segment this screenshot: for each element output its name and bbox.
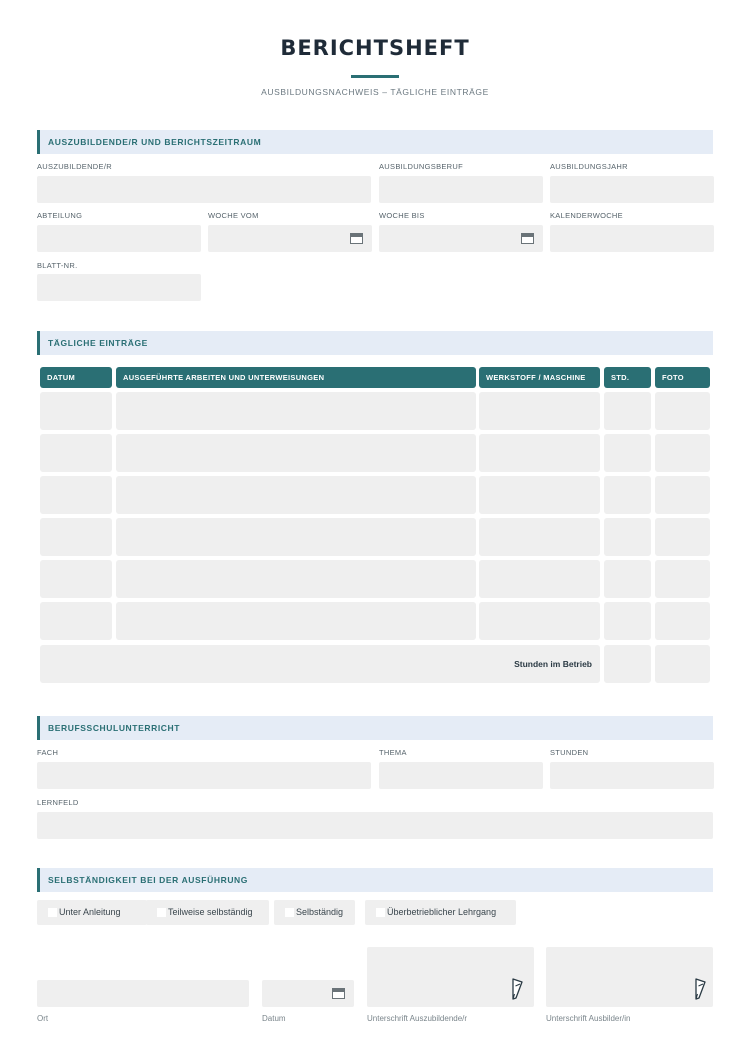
woche-vom-date-field[interactable]	[208, 225, 372, 252]
section-title: AUSZUBILDENDE/R UND BERICHTSZEITRAUM	[48, 137, 262, 147]
column-header-label: FOTO	[662, 373, 684, 382]
checkbox[interactable]	[376, 908, 385, 917]
column-header-label: AUSGEFÜHRTE ARBEITEN UND UNTERWEISUNGEN	[123, 373, 325, 382]
column-header-std	[604, 367, 651, 388]
werkstoff-cell[interactable]	[479, 602, 600, 640]
section-header-daily	[37, 331, 713, 355]
option-unter-anleitung[interactable]	[37, 900, 147, 925]
label-auszubildende: AUSZUBILDENDE/R	[37, 162, 112, 171]
arbeiten-cell[interactable]	[116, 476, 476, 514]
label-kalenderwoche: KALENDERWOCHE	[550, 211, 623, 220]
label-datum: Datum	[262, 1014, 286, 1023]
foto-cell[interactable]	[655, 476, 710, 514]
label-blatt-nr: BLATT-NR.	[37, 261, 78, 270]
signature-ausbilder-field[interactable]	[546, 947, 713, 1007]
ausbildungsjahr-field[interactable]	[550, 176, 714, 203]
total-foto-cell	[655, 645, 710, 683]
auszubildende-field[interactable]	[37, 176, 371, 203]
option-selbstaendig[interactable]	[274, 900, 355, 925]
std-cell[interactable]	[604, 518, 651, 556]
option-label: Teilweise selbständig	[168, 907, 253, 917]
section-title: SELBSTÄNDIGKEIT BEI DER AUSFÜHRUNG	[48, 875, 249, 885]
label-lernfeld: LERNFELD	[37, 798, 79, 807]
thema-field[interactable]	[379, 762, 543, 789]
page-title: BERICHTSHEFT	[280, 36, 470, 60]
label-woche-vom: WOCHE VOM	[208, 211, 259, 220]
section-header-school	[37, 716, 713, 740]
fach-field[interactable]	[37, 762, 371, 789]
arbeiten-cell[interactable]	[116, 602, 476, 640]
section-header-independence	[37, 868, 713, 892]
foto-cell[interactable]	[655, 434, 710, 472]
blatt-nr-field[interactable]	[37, 274, 201, 301]
werkstoff-cell[interactable]	[479, 434, 600, 472]
label-signature-azubi: Unterschrift Auszubildende/r	[367, 1014, 468, 1023]
kalenderwoche-field[interactable]	[550, 225, 714, 252]
section-title: TÄGLICHE EINTRÄGE	[48, 338, 148, 348]
title-divider	[351, 75, 399, 78]
column-header-label: STD.	[611, 373, 630, 382]
pen-icon	[510, 978, 524, 1000]
stunden-field[interactable]	[550, 762, 714, 789]
std-cell[interactable]	[604, 434, 651, 472]
page-subtitle: AUSBILDUNGSNACHWEIS – TÄGLICHE EINTRÄGE	[261, 87, 489, 97]
foto-cell[interactable]	[655, 602, 710, 640]
werkstoff-cell[interactable]	[479, 560, 600, 598]
datum-cell[interactable]	[40, 434, 112, 472]
label-ausbildungsberuf: AUSBILDUNGSBERUF	[379, 162, 463, 171]
foto-cell[interactable]	[655, 518, 710, 556]
checkbox[interactable]	[285, 908, 294, 917]
label-ausbildungsjahr: AUSBILDUNGSJAHR	[550, 162, 628, 171]
werkstoff-cell[interactable]	[479, 518, 600, 556]
option-label: Selbständig	[296, 907, 344, 917]
datum-cell[interactable]	[40, 476, 112, 514]
column-header-label: DATUM	[47, 373, 76, 382]
label-ort: Ort	[37, 1014, 49, 1023]
arbeiten-cell[interactable]	[116, 518, 476, 556]
column-header-label: WERKSTOFF / MASCHINE	[486, 373, 586, 382]
option-label: Überbetrieblicher Lehrgang	[387, 907, 497, 917]
column-header-foto	[655, 367, 710, 388]
column-header-datum	[40, 367, 112, 388]
pen-icon	[693, 978, 707, 1000]
std-cell[interactable]	[604, 560, 651, 598]
std-cell[interactable]	[604, 476, 651, 514]
foto-cell[interactable]	[655, 392, 710, 430]
arbeiten-cell[interactable]	[116, 434, 476, 472]
column-header-arbeiten	[116, 367, 476, 388]
option-label: Unter Anleitung	[59, 907, 121, 917]
datum-date-field[interactable]	[262, 980, 354, 1007]
label-signature-ausbilder: Unterschrift Ausbilder/in	[546, 1014, 631, 1023]
section-header-trainee	[37, 130, 713, 154]
calendar-icon[interactable]	[350, 233, 363, 244]
datum-cell[interactable]	[40, 392, 112, 430]
checkbox[interactable]	[157, 908, 166, 917]
checkbox[interactable]	[48, 908, 57, 917]
datum-cell[interactable]	[40, 518, 112, 556]
arbeiten-cell[interactable]	[116, 392, 476, 430]
werkstoff-cell[interactable]	[479, 392, 600, 430]
datum-cell[interactable]	[40, 560, 112, 598]
signature-azubi-field[interactable]	[367, 947, 534, 1007]
calendar-icon[interactable]	[521, 233, 534, 244]
section-title: BERUFSSCHULUNTERRICHT	[48, 723, 181, 733]
label-fach: FACH	[37, 748, 59, 757]
ort-field[interactable]	[37, 980, 249, 1007]
std-cell[interactable]	[604, 602, 651, 640]
label-woche-bis: WOCHE BIS	[379, 211, 425, 220]
total-hours-label-cell	[40, 645, 600, 683]
label-stunden: STUNDEN	[550, 748, 589, 757]
ausbildungsberuf-field[interactable]	[379, 176, 543, 203]
option-ueberbetrieblicher-lehrgang[interactable]	[365, 900, 516, 925]
std-cell[interactable]	[604, 392, 651, 430]
option-teilweise-selbstaendig[interactable]	[146, 900, 269, 925]
arbeiten-cell[interactable]	[116, 560, 476, 598]
lernfeld-field[interactable]	[37, 812, 713, 839]
column-header-werkstoff	[479, 367, 600, 388]
label-abteilung: ABTEILUNG	[37, 211, 83, 220]
label-thema: THEMA	[379, 748, 407, 757]
total-hours-label: Stunden im Betrieb	[514, 659, 592, 669]
woche-bis-date-field[interactable]	[379, 225, 543, 252]
datum-cell[interactable]	[40, 602, 112, 640]
foto-cell[interactable]	[655, 560, 710, 598]
calendar-icon[interactable]	[332, 988, 345, 999]
abteilung-field[interactable]	[37, 225, 201, 252]
total-hours-field[interactable]	[604, 645, 651, 683]
werkstoff-cell[interactable]	[479, 476, 600, 514]
